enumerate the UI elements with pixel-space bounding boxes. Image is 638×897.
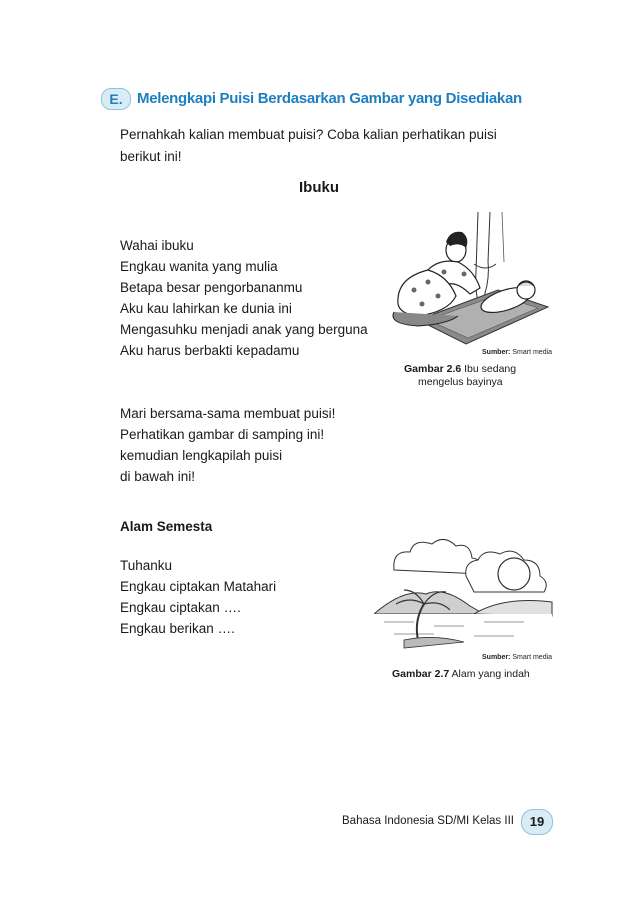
poem-line: Engkau wanita yang mulia <box>120 259 278 274</box>
section-title: Melengkapi Puisi Berdasarkan Gambar yang Disediakan <box>137 90 522 107</box>
footer-book-title: Bahasa Indonesia SD/MI Kelas III <box>342 815 514 827</box>
poem-title-ibuku: Ibuku <box>299 179 339 196</box>
caption-label: Gambar 2.7 <box>392 668 450 680</box>
caption-text: Alam yang indah <box>451 668 530 680</box>
poem-title-alam-semesta: Alam Semesta <box>120 519 213 534</box>
intro-line-2: berikut ini! <box>120 149 182 164</box>
source-label: Sumber: <box>482 349 511 356</box>
poem-line: Engkau berikan …. <box>120 621 235 636</box>
section-badge: E. <box>101 88 131 110</box>
instruction-line: Mari bersama-sama membuat puisi! <box>120 406 336 421</box>
poem-line: Tuhanku <box>120 558 173 573</box>
figure-1-source <box>482 349 552 356</box>
figure-1-caption-line-2: mengelus bayinya <box>418 376 503 388</box>
poem-line: Engkau ciptakan …. <box>120 600 241 615</box>
instruction-line: Perhatikan gambar di samping ini! <box>120 427 325 442</box>
intro-line-1: Pernahkah kalian membuat puisi? Coba kalian perhatikan puisi <box>120 127 497 142</box>
poem-line: Engkau ciptakan Matahari <box>120 579 277 594</box>
poem-line: Mengasuhku menjadi anak yang berguna <box>120 322 368 337</box>
figure-2-caption <box>392 667 530 681</box>
source-value: Smart media <box>512 654 553 661</box>
caption-label: Gambar 2.6 <box>404 363 462 375</box>
poem-line: Wahai ibuku <box>120 238 194 253</box>
poem-line: Betapa besar pengorbananmu <box>120 280 303 295</box>
source-value: Smart media <box>512 349 553 356</box>
mother-baby-illustration <box>378 212 556 347</box>
instruction-line: di bawah ini! <box>120 469 196 484</box>
page-number: 19 <box>521 809 553 835</box>
figure-2-source <box>482 654 552 661</box>
poem-ibuku <box>120 235 368 361</box>
poem-line: Aku harus berbakti kepadamu <box>120 343 300 358</box>
intro-paragraph <box>120 124 552 168</box>
poem-alam-semesta <box>120 555 276 639</box>
instruction-line: kemudian lengkapilah puisi <box>120 448 283 463</box>
poem-line: Aku kau lahirkan ke dunia ini <box>120 301 292 316</box>
caption-text: Ibu sedang <box>464 363 517 375</box>
instructions <box>120 403 335 487</box>
landscape-illustration <box>374 530 554 650</box>
source-label: Sumber: <box>482 654 511 661</box>
figure-1-caption <box>404 362 516 376</box>
